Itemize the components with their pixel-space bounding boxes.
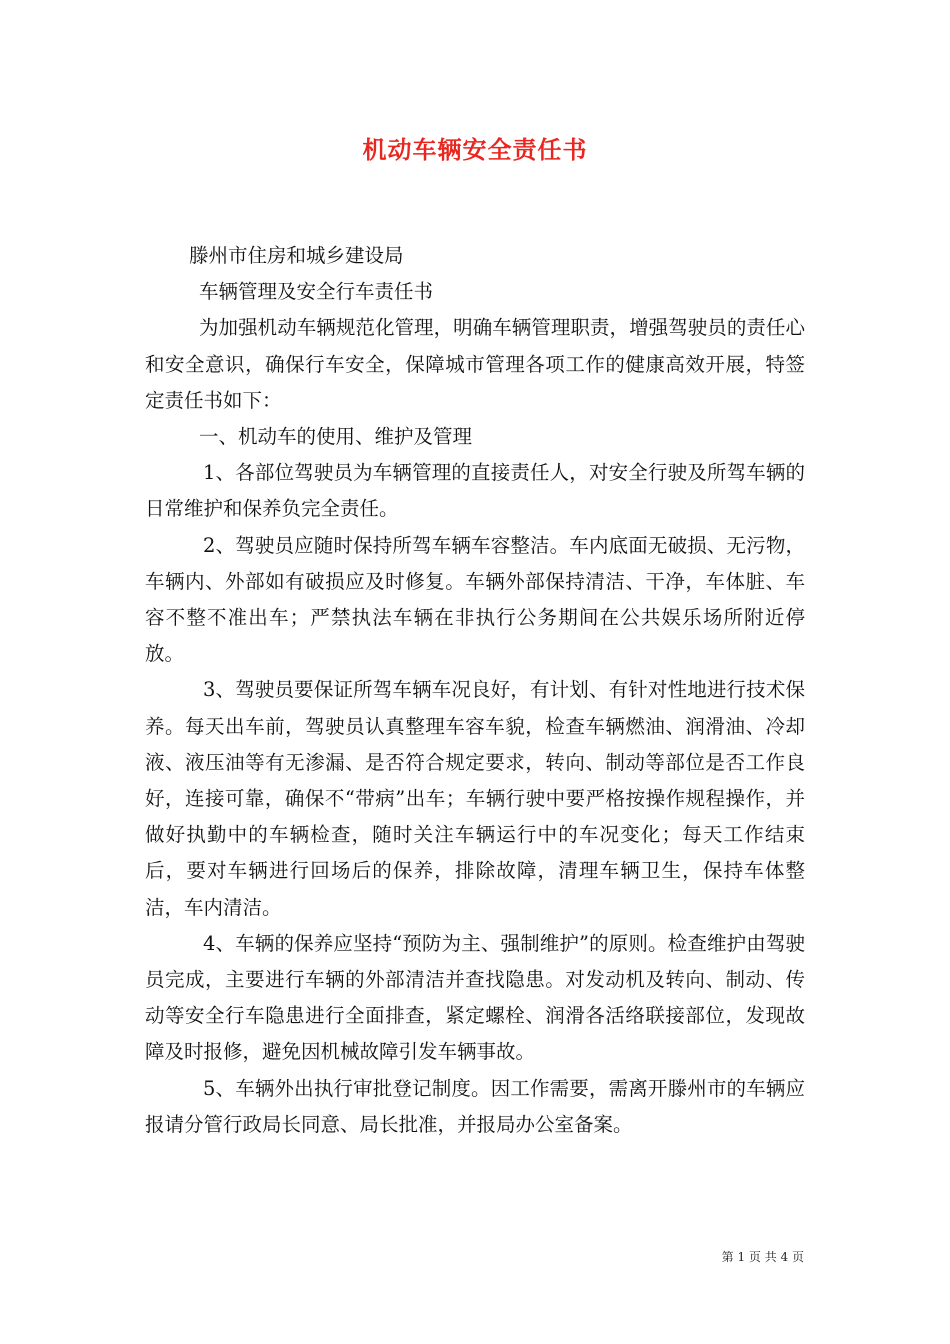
section-heading-1: 一、机动车的使用、维护及管理 [199, 425, 473, 449]
clause-4: 4、车辆的保养应坚持“预防为主、强制维护”的原则。检查维护由驾驶员完成，主要进行车辆的外部清洁并查找隐患。对发动机及转向、制动、传动等安全行车隐患进行全面排查，紧定螺栓、润滑各活络联接部位，发现故障及时报修，避免因机械故障引发车辆事故。 [145, 931, 805, 1064]
document-body [145, 238, 805, 1143]
document-title: 机动车辆安全责任书 [362, 135, 588, 164]
paragraph-organization: 滕州市住房和城乡建设局 [189, 244, 404, 267]
clause-5: 5、车辆外出执行审批登记制度。因工作需要，需离开滕州市的车辆应报请分管行政局长同意、局长批准，并报局办公室备案。 [145, 1076, 805, 1136]
clause-1: 1、各部位驾驶员为车辆管理的直接责任人，对安全行驶及所驾车辆的日常维护和保养负完全责任。 [145, 461, 805, 521]
clause-2: 2、驾驶员应随时保持所驾车辆车容整洁。车内底面无破损、无污物，车辆内、外部如有破损应及时修复。车辆外部保持清洁、干净，车体脏、车容不整不准出车；严禁执法车辆在非执行公务期间在公共娱乐场所附近停放。 [145, 533, 805, 666]
paragraph-subtitle: 车辆管理及安全行车责任书 [199, 280, 434, 304]
page-number: 第 1 页 共 4 页 [721, 1250, 804, 1264]
clause-3: 3、驾驶员要保证所驾车辆车况良好，有计划、有针对性地进行技术保养。每天出车前，驾驶员认真整理车容车貌，检查车辆燃油、润滑油、冷却液、液压油等有无渗漏、是否符合规定要求，转向、制动等部位是否工作良好，连接可靠，确保不“带病”出车；车辆行驶中要严格按操作规程操作，并做好执勤中的车辆检查，随时关注车辆运行中的车况变化；每天工作结束后，要对车辆进行回场后的保养，排除故障，清理车辆卫生，保持车体整洁，车内清洁。 [145, 678, 805, 919]
paragraph-intro: 为加强机动车辆规范化管理，明确车辆管理职责，增强驾驶员的责任心和安全意识，确保行车安全，保障城市管理各项工作的健康高效开展，特签定责任书如下： [145, 316, 805, 412]
